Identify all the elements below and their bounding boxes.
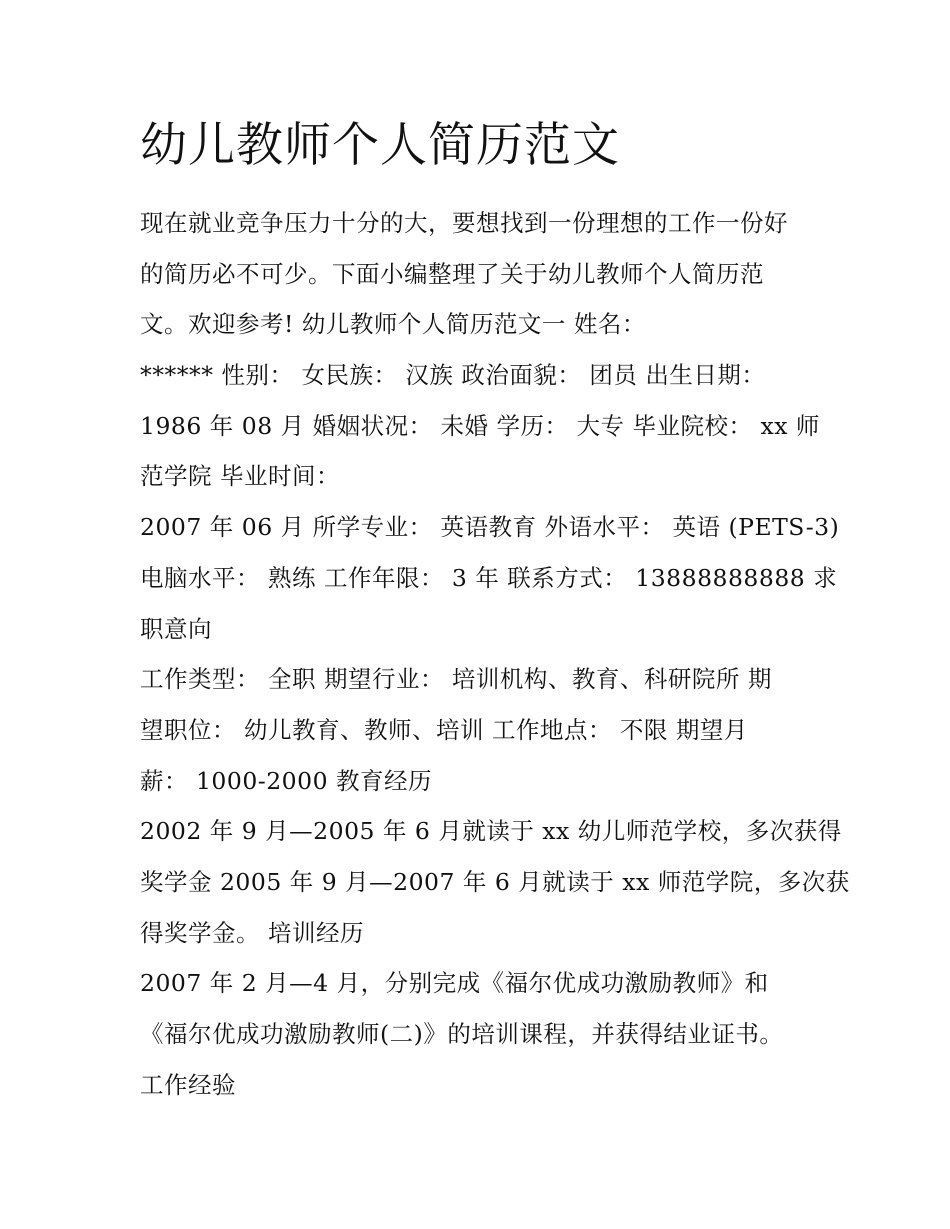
body-line: 工作类型： 全职 期望行业： 培训机构、教育、科研院所 期 [140,665,772,694]
body-line: 工作经验 [140,1070,236,1099]
body-line: 得奖学金。 培训经历 [140,918,364,947]
body-line: ****** 性别： 女民族： 汉族 政治面貌： 团员 出生日期： [140,361,766,390]
document-body [140,198,850,1110]
body-line: 奖学金 2005 年 9 月—2007 年 6 月就读于 xx 师范学院，多次获 [140,867,850,896]
body-line: 现在就业竞争压力十分的大，要想找到一份理想的工作一份好 [140,209,788,237]
document-title: 幼儿教师个人简历范文 [140,118,620,173]
body-line: 2002 年 9 月—2005 年 6 月就读于 xx 幼儿师范学校，多次获得 [140,817,842,846]
body-line: 2007 年 2 月—4 月，分别完成《福尔优成功激励教师》和 [140,969,769,998]
body-line: 2007 年 06 月 所学专业： 英语教育 外语水平： 英语 (PETS-3) [140,513,840,542]
body-line: 的简历必不可少。下面小编整理了关于幼儿教师个人简历范 [140,259,764,288]
body-line: 电脑水平： 熟练 工作年限： 3 年 联系方式： 13888888888 求 [140,563,838,592]
body-line: 望职位： 幼儿教育、教师、培训 工作地点： 不限 期望月 [140,715,748,744]
body-line: 文。欢迎参考! 幼儿教师个人简历范文一 姓名： [140,310,646,339]
body-line: 薪： 1000-2000 教育经历 [140,766,432,795]
body-line: 《福尔优成功激励教师(二)》的培训课程，并获得结业证书。 [140,1020,784,1048]
body-line: 职意向 [140,614,212,643]
body-line: 1986 年 08 月 婚姻状况： 未婚 学历： 大专 毕业院校： xx 师 [140,411,820,440]
body-line: 范学院 毕业时间： [140,462,340,491]
